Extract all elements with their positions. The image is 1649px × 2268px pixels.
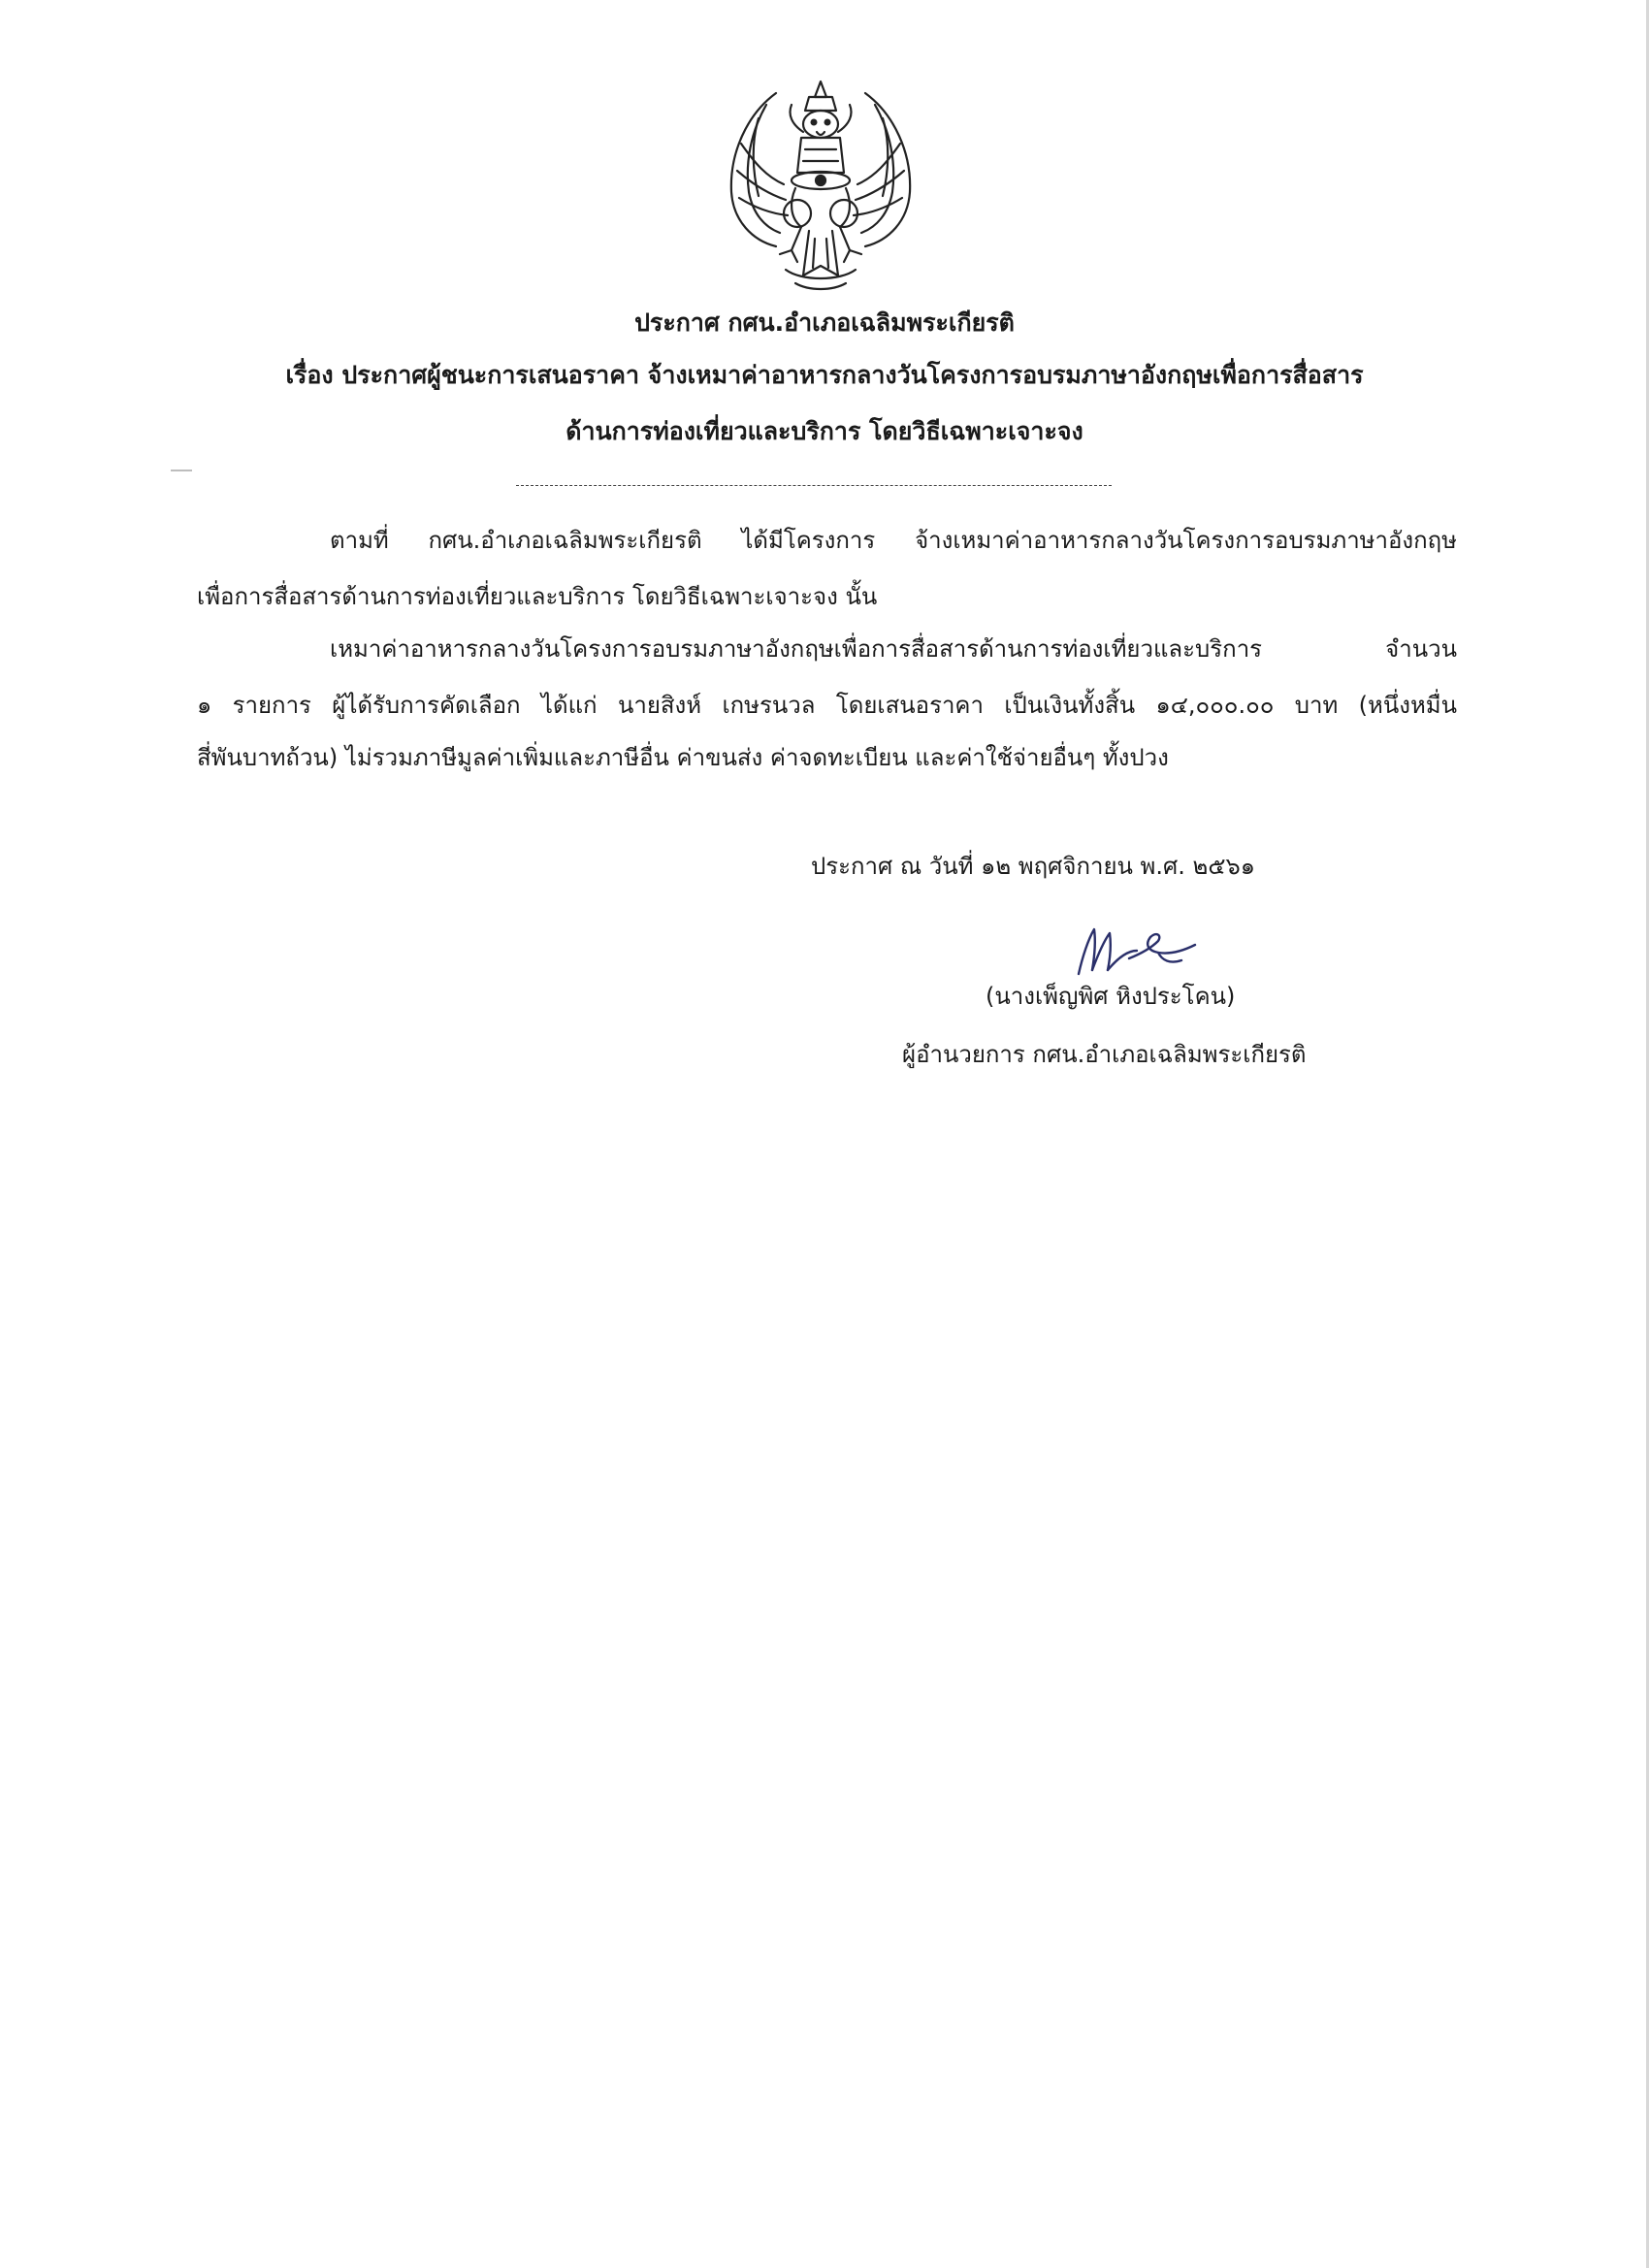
garuda-emblem-icon (708, 76, 933, 299)
paragraph-2-line-3: สี่พันบาทถ้วน) ไม่รวมภาษีมูลค่าเพิ่มและภาษีอื่น ค่าขนส่ง ค่าจดทะเบียน และค่าใช้จ่ายอื่นๆ ทั้งปวง (197, 744, 1169, 771)
subject-line-continued: ด้านการท่องเที่ยวและบริการ โดยวิธีเฉพาะเจาะจง (566, 417, 1083, 445)
paragraph-1-line-2: เพื่อการสื่อสารด้านการท่องเที่ยวและบริการ โดยวิธีเฉพาะเจาะจง นั้น (197, 583, 878, 610)
subject-line: เรื่อง ประกาศผู้ชนะการเสนอราคา จ้างเหมาค่าอาหารกลางวันโครงการอบรมภาษาอังกฤษเพื่อการสื่อสาร (285, 361, 1364, 389)
header-divider (516, 485, 1112, 486)
announcement-title: ประกาศ กศน.อำเภอเฉลิมพระเกียรติ (634, 308, 1015, 337)
scan-mark (171, 470, 192, 471)
announcement-date: ประกาศ ณ วันที่ ๑๒ พฤศจิกายน พ.ศ. ๒๕๖๑ (811, 853, 1255, 880)
paragraph-2-line-1: เหมาค่าอาหารกลางวันโครงการอบรมภาษาอังกฤษเพื่อการสื่อสารด้านการท่องเที่ยวและบริการ จำนวน (330, 635, 1457, 663)
paragraph-1-line-1: ตามที่ กศน.อำเภอเฉลิมพระเกียรติ ได้มีโครงการ จ้างเหมาค่าอาหารกลางวันโครงการอบรมภาษาอังกฤษ (330, 527, 1457, 554)
handwritten-signature-icon (1069, 922, 1205, 980)
paragraph-2-line-2: ๑ รายการ ผู้ได้รับการคัดเลือก ได้แก่ นายสิงห์ เกษรนวล โดยเสนอราคา เป็นเงินทั้งสิ้น ๑๔,๐๐๐.๐๐ บาท (หนึ่งหมื่น (197, 692, 1457, 719)
signer-title: ผู้อำนวยการ กศน.อำเภอเฉลิมพระเกียรติ (902, 1041, 1307, 1068)
signer-name: (นางเพ็ญพิศ หิงประโคน) (986, 983, 1236, 1010)
